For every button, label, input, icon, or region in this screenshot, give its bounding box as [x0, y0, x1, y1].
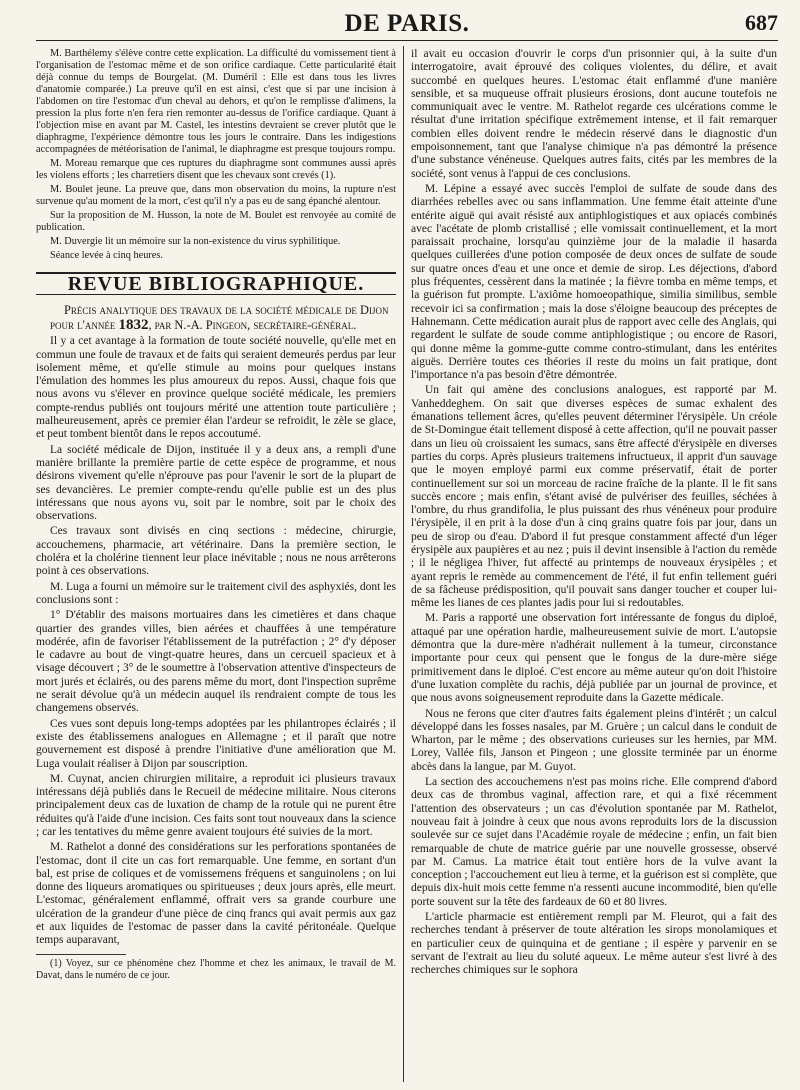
discussion-paragraph: Séance levée à cinq heures.	[50, 250, 163, 261]
body-paragraph: M. Rathelot a donné des considérations sur les perforations spontanées de l'estomac, dont il cite un cas fort remarquable. Une femme, en sortant d'un bal, est prise de coliques et de vomissemens fréquens et sanguinolens ; on lui donne des liqueurs aromatiques ou spiritueuses ; deux jours après, elle meurt. L'estomac, généralement enflammé, offrait vers sa grande courbure une ulcération de la grandeur d'une pièce de cinq francs qui avait permis aux gaz et aux liquides de l'estomac de passer dans la cavité péritonéale. Quelque temps auparavant,	[36, 841, 396, 947]
article-subheading	[36, 303, 396, 333]
footnote-rule	[36, 954, 126, 955]
subhead-author: , par N.-A. Pingeon, secrétaire-général.	[148, 318, 357, 333]
discussion-paragraph: Sur la proposition de M. Husson, la note de M. Boulet est renvoyée au comité de publication.	[36, 210, 396, 233]
body-paragraph: 1° D'établir des maisons mortuaires dans les cimetières et dans chaque quartier des grandes villes, bien aérées et chauffées à une température modérée, afin de favoriser l'établissement de la putréfaction ; 2° d'y déposer le cadavre au bout de vingt-quatre heures, dans un cercueil spacieux et à visage découvert ; 3° de le soumettre à l'observation attentive d'inspecteurs de mort jurés et éclairés, ou des parens même du mort, dont l'inspection suprême ne serait dévolue qu'à un médecin auquel ils rendraient compte de tous les changemens observés.	[36, 609, 396, 715]
section-title: REVUE BIBLIOGRAPHIQUE.	[36, 272, 396, 295]
page-number: 687	[745, 10, 778, 35]
society-discussion	[36, 48, 396, 262]
discussion-paragraph: M. Boulet jeune. La preuve que, dans mon observation du moins, la rupture n'est survenue qu'au moment de la mort, c'est qu'il n'y a pas eu de sang épanché alentour.	[36, 184, 396, 207]
body-paragraph: M. Cuynat, ancien chirurgien militaire, a reproduit ici plusieurs travaux intéressans déjà publiés dans le Recueil de médecine militaire. Nous citerons principalement deux cas de luxation de champ de la rotule qui ne purent être réduites qu'à l'aide d'une incision. Ces faits sont tout nouveaux dans la science ; car les tentatives du même genre avaient toujours été suivies de la mort.	[36, 772, 396, 838]
body-paragraph: La société médicale de Dijon, instituée il y a deux ans, a rempli d'une manière brillante la première partie de cette espèce de programme, et nous désirons vivement qu'elle n'éprouve pas pour l'avenir le sort de la plupart de ses devancières. Le premier compte-rendu qu'elle publie est un des plus intéressans que nous ayons vu, soit par le nombre, soit par le choix des observations.	[36, 443, 396, 523]
footnote: (1) Voyez, sur ce phénomène chez l'homme et chez les animaux, le travail de M. Davat, dans le numéro de ce jour.	[36, 957, 396, 981]
body-paragraph: Nous ne ferons que citer d'autres faits également pleins d'intérêt ; un calcul développé dans les fosses nasales, par M. Gruère ; un calcul dans le conduit de Wharton, par le même ; des observations curieuses sur les hernies, par MM. Lorey, Vallée fils, Janson et Pingeon ; une glossite terminée par un énorme abcès dans la langue, par M. Guyot.	[411, 707, 777, 773]
body-paragraph: M. Lépine a essayé avec succès l'emploi de sulfate de soude dans des diarrhées rebelles avec ou sans inflammation. Une femme était atteinte d'une entérite aiguë qui avait résisté aux antiphlogistiques et aux opiacés combinés avec l'acétate de plomb cristallisé ; elle vomissait continuellement, et la mort paraissait prochaine, lorsqu'au quinzième jour de la maladie il hasarda quelques cuillerées d'une potion composée de deux onces de sulfate de soude sur quatre onces d'eau et une once et demie de sirop. Les déjections, d'abord plus fréquentes, cessèrent dans la matinée ; la fièvre tomba en même temps, et la guérison fut prompte. L'axiôme homoeopathique, similia similibus, semble recevoir ici sa confirmation ; mais la dose s'éloigne beaucoup des préceptes de Hahnemann. Cette médication aurait plus de rapport avec celle des Anglais, qui regardent le sulfate de soude comme antiphlogistique ; ou encore de Rasori, qui donne même la gomme-gutte comme contro-stimulant, dans les entérites aiguës. Derrière toutes ces théories il reste du moins un fait pratique, dont l'importance n'a pas besoin d'être démontrée.	[411, 182, 777, 382]
body-paragraph: Un fait qui amène des conclusions analogues, est rapporté par M. Vanheddeghem. On sait que diverses espèces de sumac exhalent des émanations tellement âcres, qu'elles peuvent déterminer l'érysipèle. Un créole de St-Domingue était tellement disposé à cette affection, qu'il ne pouvait passer dans un lieu où croissaient les sumacs, sans être affecté d'érysipèle en diverses parties du corps. Après plusieurs traitemens infructueux, il apprit d'un sauvage que le moyen employé parmi eux comme préservatif, était de porter continuellement sur soi un morceau de racine fraîche de la plante. Il le fit sans succès encore ; mais enfin, s'étant avisé de pulvériser des feuilles, séchées à l'ombre, du rhus grandifolia, le plus puissant des rhus vénéneux pour produire l'érysipèle, il en prit à la dose d'un à cinq grains quatre fois par jour, dans un peu de sirop ou d'eau. D'abord il fut presque constamment affecté d'un léger érysipèle aux paupières et au nez ; puis il devint insensible à l'action du remède ; il le négligea l'hiver, fut affecté au printemps de nouveaux érysipèles ; et ayant repris le remède au commencement de l'été, il fut enfin tellement guéri de sa fâcheuse prédisposition, qu'il pouvait sans danger toucher et couper lui-même les lianes de ces plantes jadis pour lui si redoutables.	[411, 384, 777, 610]
subhead-text: Précis analytique des travaux de la société médicale de Dijon pour l'année	[50, 303, 389, 333]
body-paragraph: L'article pharmacie est entièrement rempli par M. Fleurot, qui a fait des recherches tendant à préserver de toute altération les sirops monolamiques et en particulier ceux de quinquina et de gentiane ; il espère y parvenir en se servant de l'extrait au lieu du soluté aqueux. Le même auteur s'est livré à des recherches chimiques sur le sophora	[411, 911, 777, 977]
body-paragraph: La section des accouchemens n'est pas moins riche. Elle comprend d'abord deux cas de thrombus vaginal, affection rare, et qui a fixé récemment l'attention des observateurs ; un cas d'évolution spontanée par M. Rathelot, nouveau fait à joindre à ceux que nous avons reproduits lors de la discussion soulevée sur ce sujet dans l'Académie royale de médecine ; enfin, un fait bien remarquable de chute de matrice guérie par une nouvelle grossesse, observé par M. Camus. La matrice était tout entière hors de la vulve avant la conception ; l'accouchement eut lieu à terme, et la guérison est si complète, que depuis dix-huit mois cette femme n'a ressenti aucune incommodité, bien qu'elle porte souvent sur la tête des fardeaux de 60 et 80 livres.	[411, 776, 777, 908]
running-title: DE PARIS.	[344, 10, 470, 37]
body-paragraph: M. Luga a fourni un mémoire sur le traitement civil des asphyxiés, dont les conclusions sont :	[36, 580, 396, 606]
body-paragraph: Ces vues sont depuis long-temps adoptées par les philantropes éclairés ; il existe des établissemens analogues en Allemagne ; et il paraît que notre gouvernement est disposé à prendre l'initiative d'une amélioration que M. Luga voulait réaliser à Dijon par souscription.	[36, 717, 396, 770]
page-header	[36, 6, 778, 41]
discussion-paragraph: M. Duvergie lit un mémoire sur la non-existence du virus syphilitique.	[50, 236, 341, 247]
body-paragraph: Il y a cet avantage à la formation de toute société nouvelle, qu'elle met en commun une foule de travaux et de faits qui seraient demeurés perdus par leur isolement même, et qu'elle stimule au moins pour quelques instans l'émulation des hommes les plus amoureux du repos. Aussi, chaque fois que nous avons vu s'élever en province quelque société médicale, les premiers compte-rendus publiés ont toujours mérité une attention toute particulière ; malheureusement, après ce premier élan l'ardeur se refroidit, le zèle se glace, et peut tombent bientôt dans le repos accoutumé.	[36, 335, 396, 441]
column-rule	[403, 46, 404, 1082]
body-paragraph: il avait eu occasion d'ouvrir le corps d'un prisonnier qui, à la suite d'un interrogatoire, avait éprouvé des coliques violentes, du délire, et avait succombé en quelques heures. L'estomac était enflammé d'une manière sensible, et sa muqueuse offrait plusieurs érosions, dont aucune toutefois ne communiquait avec le ventre. M. Rathelot regarde ces ulcérations comme le résultat d'une irritation spécifique extrêmement intense, et il fait remarquer combien elles doivent rendre le médecin réservé dans le diagnostic d'un empoisonnement, tant que l'analyse chimique n'a pas démontré la présence d'une substance vénéneuse. Quelques autres faits, cités par les membres de la société, sont venus à l'appui de ces conclusions.	[411, 48, 777, 180]
left-column	[36, 48, 396, 1082]
subhead-year: 1832	[118, 317, 149, 334]
right-column	[411, 48, 777, 1082]
body-paragraph: M. Paris a rapporté une observation fort intéressante de fongus du diploé, attaqué par une opération hardie, malheureusement suivie de mort. L'autopsie démontra que la dure-mère n'adhérait nullement à la tumeur, circonstance importante pour ceux qui pensent que le fongus de la dure-mère siége primitivement dans le diploé. C'est encore au même auteur qu'on doit l'histoire d'une luxation complète du rachis, déjà publiée par un journal de province, et que nous avons soigneusement reproduite dans la Gazette médicale.	[411, 612, 777, 705]
discussion-paragraph: M. Barthélemy s'élève contre cette explication. La difficulté du vomissement tient à l'organisation de l'estomac même et de son orifice cardiaque. Cette particularité était déjà connue du temps de Bourgelat. (M. Duméril : Elle est dans tous les livres d'anatomie comparée.) La preuve qu'il en est ainsi, c'est que si par une incision à l'abdomen on tire l'estomac d'un cheval au dehors, et qu'on le remplisse d'alimens, la pression la plus forte n'en fera rien remonter au-dessus de l'orifice cardiaque. Quant à l'objection mise en avant par M. Castel, les intestins devraient se crever plutôt que le diaphragme, l'expérience démontre tous les jours le contraire. Dans les indigestions accompagnées de météorisation de l'animal, le diaphragme est presque toujours rompu.	[36, 48, 396, 155]
discussion-paragraph: M. Moreau remarque que ces ruptures du diaphragme sont communes aussi après les violens efforts ; les charretiers disent que les chevaux sont crevés (1).	[36, 158, 396, 181]
body-paragraph: Ces travaux sont divisés en cinq sections : médecine, chirurgie, accouchemens, pharmacie, art vétérinaire. Dans la première section, le choléra et la cholérine tiennent leur place inévitable ; nous ne nous arrêterons point à ces observations.	[36, 525, 396, 578]
